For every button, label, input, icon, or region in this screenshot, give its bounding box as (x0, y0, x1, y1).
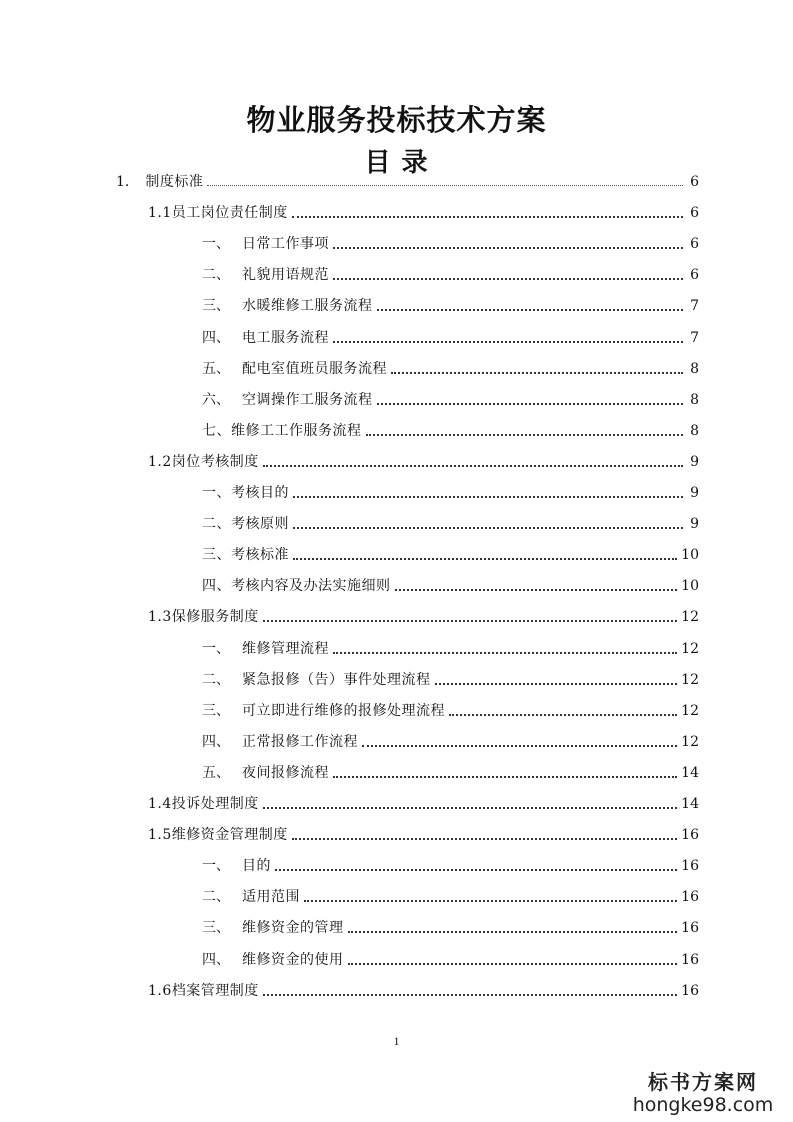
toc-heading: 目 录 (364, 148, 429, 178)
toc-entry-label: 适用范围 (242, 889, 300, 905)
toc-entry[interactable] (202, 266, 699, 284)
toc-dot-leader (292, 214, 683, 218)
toc-entry-label: 配电室值班员服务流程 (242, 361, 387, 377)
toc-entry[interactable] (202, 391, 699, 409)
toc-entry-label: 维修资金的管理 (242, 920, 344, 936)
toc-entry-page: 6 (690, 267, 699, 283)
toc-entry-page: 8 (690, 423, 699, 439)
toc-entry[interactable] (202, 888, 699, 906)
toc-entry-page: 10 (681, 578, 699, 594)
toc-dot-leader (391, 370, 683, 374)
toc-entry-label: 电工服务流程 (242, 330, 329, 346)
toc-entry-label: 制度标准 (145, 174, 204, 190)
toc-entry-label: 二、考核原则 (202, 516, 289, 532)
toc-dot-leader (263, 992, 677, 996)
toc-entry-page: 6 (690, 205, 699, 221)
toc-entry-label: 维修资金的使用 (242, 952, 344, 968)
toc-entry-label: 1.1员工岗位责任制度 (148, 205, 288, 221)
toc-entry[interactable] (202, 702, 699, 720)
toc-entry[interactable] (202, 297, 699, 315)
toc-dot-leader (362, 743, 677, 747)
toc-entry[interactable] (202, 235, 699, 253)
toc-entry-page: 16 (681, 858, 699, 874)
toc-entry-label: 1.2岗位考核制度 (148, 454, 259, 470)
toc-entry-page: 8 (690, 392, 699, 408)
toc-dot-leader (293, 525, 683, 529)
toc-entry-label: 1.3保修服务制度 (148, 609, 259, 625)
toc-entry-page: 12 (681, 703, 699, 719)
watermark-url: hongke98.com (632, 1094, 774, 1116)
toc-entry-number: 六、 (202, 392, 230, 408)
toc-entry-label: 一、考核目的 (202, 485, 289, 501)
toc-dot-leader (333, 276, 683, 280)
toc-entry-page: 8 (690, 361, 699, 377)
toc-entry-page: 9 (690, 454, 699, 470)
toc-entry-label: 七、维修工工作服务流程 (202, 423, 362, 439)
toc-dot-leader (377, 307, 684, 311)
toc-dot-leader (293, 494, 683, 498)
toc-entry-label: 水暖维修工服务流程 (242, 298, 373, 314)
toc-entry-page: 16 (681, 889, 699, 905)
toc-entry[interactable] (116, 173, 699, 191)
toc-entry[interactable] (202, 671, 699, 689)
toc-dot-leader (293, 556, 677, 560)
toc-entry[interactable] (202, 329, 699, 347)
toc-entry-page: 16 (681, 952, 699, 968)
toc-entry-label: 1.4投诉处理制度 (148, 796, 259, 812)
document-title: 物业服务投标技术方案 (246, 103, 547, 137)
toc-entry-number: 二、 (202, 889, 230, 905)
toc-entry-number: 二、 (202, 267, 230, 283)
toc-entry-label: 1.5维修资金管理制度 (148, 827, 288, 843)
page-number: 1 (393, 1034, 400, 1048)
toc-entry[interactable] (148, 795, 699, 813)
toc-entry-label: 空调操作工服务流程 (242, 392, 373, 408)
toc-dot-leader (333, 339, 683, 343)
toc-entry-label: 三、考核标准 (202, 547, 289, 563)
toc-dot-leader (435, 681, 678, 685)
toc-entry[interactable] (202, 422, 699, 440)
toc-dot-leader (333, 774, 677, 778)
toc-entry-number: 二、 (202, 672, 230, 688)
toc-entry-page: 12 (681, 734, 699, 750)
toc-entry-page: 7 (690, 298, 699, 314)
toc-entry-page: 14 (681, 796, 699, 812)
toc-dot-leader (348, 961, 678, 965)
toc-dot-leader (449, 712, 677, 716)
toc-dot-leader (377, 401, 684, 405)
toc-entry-page: 16 (681, 827, 699, 843)
toc-dot-leader (304, 898, 677, 902)
toc-entry-page: 9 (690, 485, 699, 501)
toc-entry-page: 6 (690, 174, 699, 190)
toc-dot-leader (395, 587, 678, 591)
toc-dot-leader (263, 618, 677, 622)
toc-entry-page: 16 (681, 983, 699, 999)
toc-entry[interactable] (148, 204, 699, 222)
toc-entry-label: 日常工作事项 (242, 236, 329, 252)
toc-entry[interactable] (202, 640, 699, 658)
toc-entry-number: 五、 (202, 765, 230, 781)
toc-dot-leader (275, 867, 677, 871)
toc-entry-label: 正常报修工作流程 (242, 734, 358, 750)
toc-entry-label: 紧急报修（告）事件处理流程 (242, 672, 431, 688)
toc-entry-label: 四、考核内容及办法实施细则 (202, 578, 391, 594)
toc-entry-page: 16 (681, 920, 699, 936)
watermark-brand: 标书方案网 (648, 1070, 758, 1094)
toc-entry-page: 14 (681, 765, 699, 781)
toc-dot-leader (263, 805, 677, 809)
toc-entry[interactable] (202, 857, 699, 875)
toc-dot-leader (207, 183, 683, 186)
toc-entry-number: 1. (116, 174, 130, 190)
toc-entry[interactable] (202, 951, 699, 969)
toc-entry-page: 10 (681, 547, 699, 563)
toc-entry-label: 1.6档案管理制度 (148, 983, 259, 999)
toc-dot-leader (292, 836, 677, 840)
toc-entry-label: 夜间报修流程 (242, 765, 329, 781)
toc-entry[interactable] (148, 453, 699, 471)
toc-entry[interactable] (148, 608, 699, 626)
toc-entry-page: 12 (681, 609, 699, 625)
watermark-logo (623, 1070, 783, 1116)
toc-entry-number: 一、 (202, 236, 230, 252)
toc-dot-leader (263, 463, 683, 467)
toc-entry-page: 12 (681, 672, 699, 688)
toc-entry[interactable] (148, 982, 699, 1000)
toc-entry-number: 四、 (202, 734, 230, 750)
toc-entry-number: 一、 (202, 641, 230, 657)
toc-entry-number: 三、 (202, 298, 230, 314)
toc-entry-number: 三、 (202, 920, 230, 936)
toc-dot-leader (348, 929, 678, 933)
toc-entry[interactable] (202, 515, 699, 533)
toc-entry[interactable] (148, 826, 699, 844)
toc-entry[interactable] (202, 360, 699, 378)
toc-entry-label: 可立即进行维修的报修处理流程 (242, 703, 445, 719)
toc-entry-label: 维修管理流程 (242, 641, 329, 657)
toc-entry-number: 四、 (202, 952, 230, 968)
toc-dot-leader (366, 432, 684, 436)
toc-entry[interactable] (202, 484, 699, 502)
toc-entry-number: 一、 (202, 858, 230, 874)
toc-entry-page: 7 (690, 330, 699, 346)
toc-entry-number: 三、 (202, 703, 230, 719)
toc-entry-label: 目的 (242, 858, 271, 874)
toc-entry[interactable] (202, 919, 699, 937)
toc-entry[interactable] (202, 577, 699, 595)
toc-dot-leader (333, 650, 677, 654)
toc-dot-leader (333, 245, 683, 249)
toc-entry-number: 五、 (202, 361, 230, 377)
toc-entry[interactable] (202, 733, 699, 751)
toc-entry-page: 9 (690, 516, 699, 532)
toc-entry-page: 6 (690, 236, 699, 252)
toc-entry[interactable] (202, 546, 699, 564)
toc-entry[interactable] (202, 764, 699, 782)
toc-entry-page: 12 (681, 641, 699, 657)
toc-entry-label: 礼貌用语规范 (242, 267, 329, 283)
toc-entry-number: 四、 (202, 330, 230, 346)
